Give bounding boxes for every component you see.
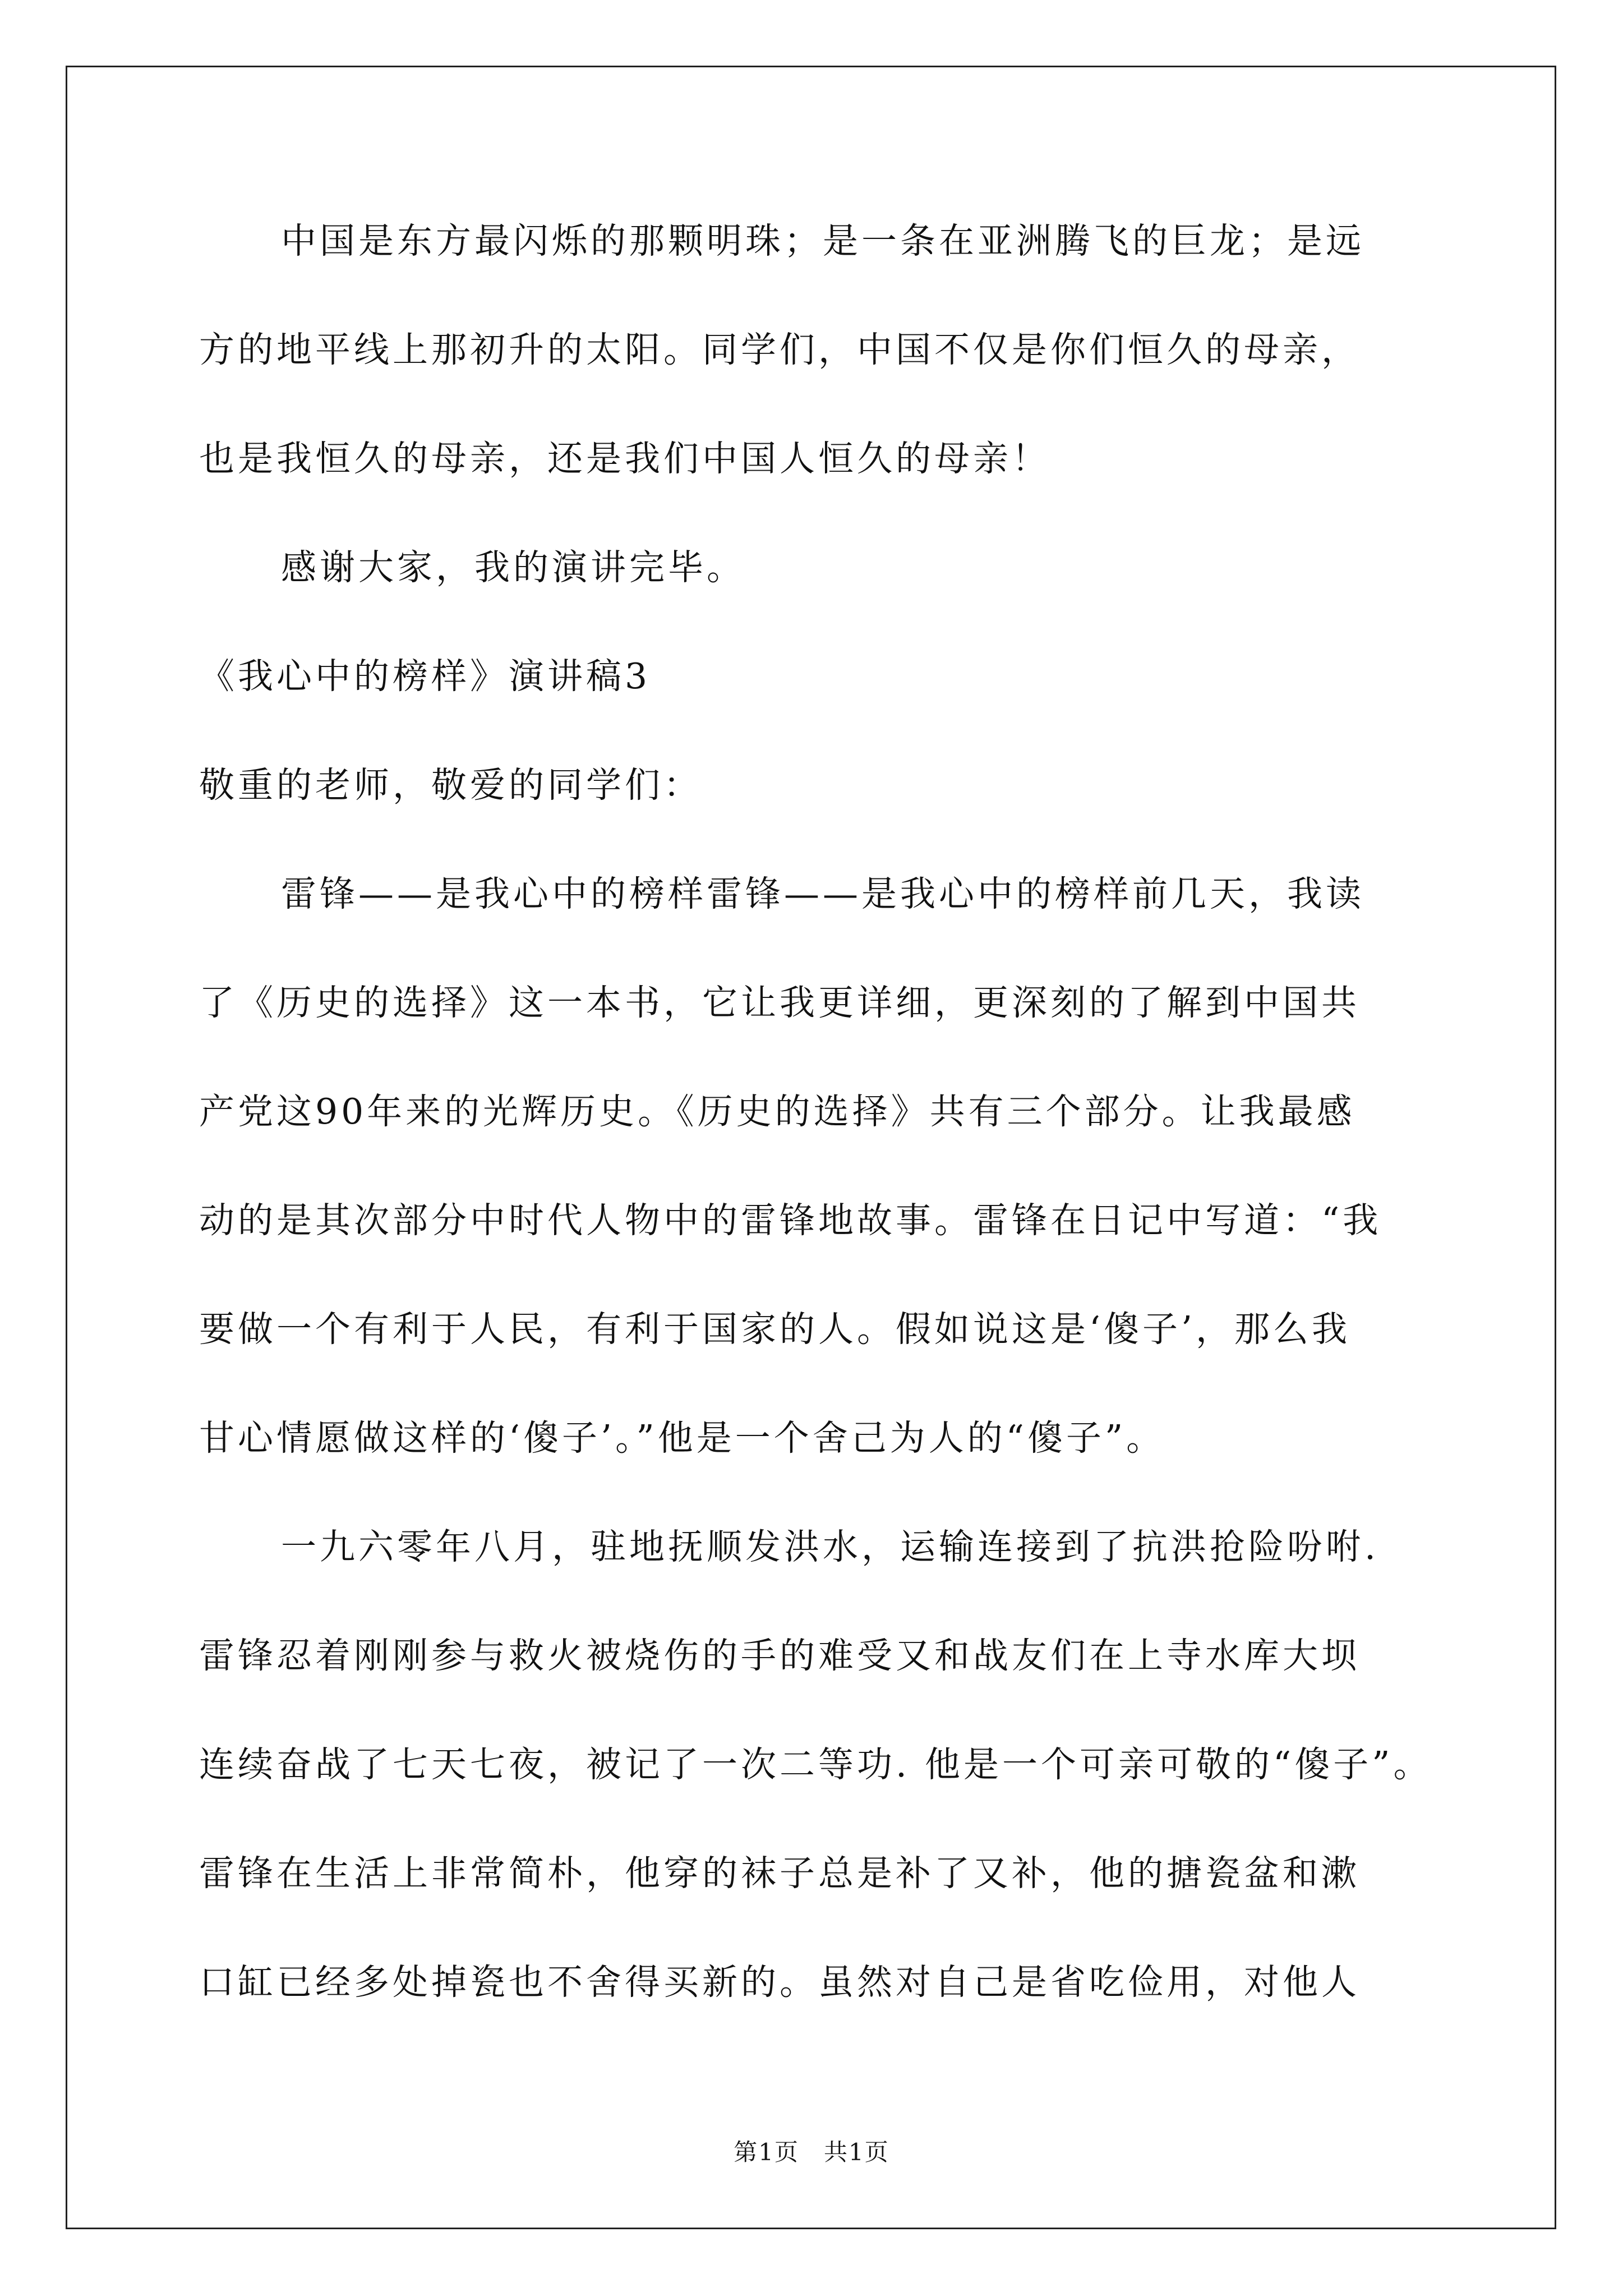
paragraph-line: 了《历史的选择》这一本书，它让我更详细，更深刻的了解到中国共: [199, 982, 1360, 1023]
page-border: [66, 66, 1556, 2229]
paragraph-line: 产党这90年来的光辉历史。《历史的选择》共有三个部分。让我最感: [199, 1091, 1355, 1132]
paragraph-line: 雷锋忍着刚刚参与救火被烧伤的手的难受又和战友们在上寺水库大坝: [199, 1635, 1360, 1676]
paragraph-line: 方的地平线上那初升的太阳。同学们，中国不仅是你们恒久的母亲，: [199, 329, 1360, 370]
paragraph-line: 一九六零年八月，驻地抚顺发洪水，运输连接到了抗洪抢险吩咐.: [281, 1526, 1380, 1567]
paragraph-line: 感谢大家，我的演讲完毕。: [281, 547, 745, 588]
paragraph-line: 雷锋在生活上非常简朴，他穿的袜子总是补了又补，他的搪瓷盆和漱: [199, 1853, 1360, 1894]
paragraph-line: 中国是东方最闪烁的那颗明珠；是一条在亚洲腾飞的巨龙；是远: [281, 220, 1364, 261]
paragraph-line: 口缸已经多处掉瓷也不舍得买新的。虽然对自己是省吃俭用，对他人: [199, 1962, 1360, 2003]
paragraph-line: 甘心情愿做这样的‘傻子’。”他是一个舍己为人的“傻子”。: [199, 1418, 1165, 1458]
paragraph-line: 雷锋——是我心中的榜样雷锋——是我心中的榜样前几天，我读: [281, 873, 1364, 914]
section-heading: 《我心中的榜样》演讲稿3: [199, 656, 651, 697]
paragraph-line: 动的是其次部分中时代人物中的雷锋地故事。雷锋在日记中写道：“我: [199, 1200, 1382, 1241]
paragraph-line: 要做一个有利于人民，有利于国家的人。假如说这是‘傻子’，那么我: [199, 1309, 1351, 1350]
salutation-line: 敬重的老师，敬爱的同学们：: [199, 765, 702, 806]
paragraph-line: 也是我恒久的母亲，还是我们中国人恒久的母亲！: [199, 438, 1050, 479]
page-number-footer: 第1页 共1页: [734, 2138, 889, 2166]
paragraph-line: 连续奋战了七天七夜，被记了一次二等功. 他是一个可亲可敬的“傻子”。: [199, 1744, 1432, 1785]
